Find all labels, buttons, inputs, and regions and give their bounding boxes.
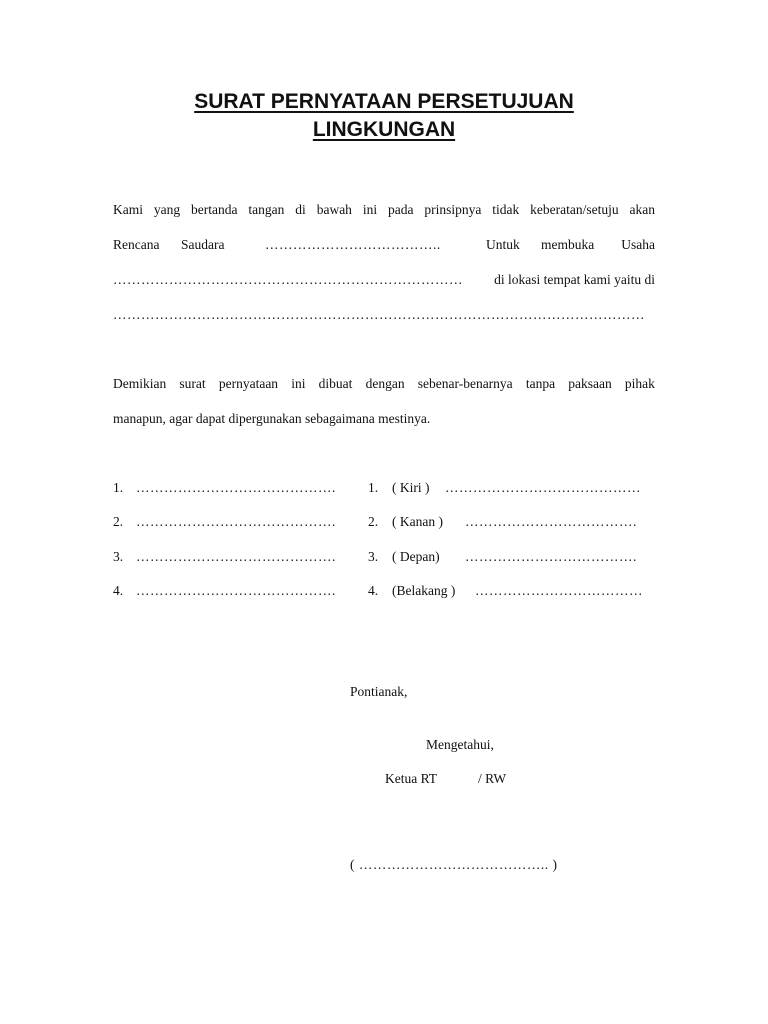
paragraph1-line1 <box>113 201 655 219</box>
signer-number: 1. <box>368 480 379 495</box>
word: tanpa <box>525 376 556 391</box>
fill-in-location-dots: …………………………………………………………………………………………………… <box>113 307 645 322</box>
right-signer-3 <box>368 548 637 566</box>
rw-label: / RW <box>478 771 507 786</box>
word: di <box>295 202 306 217</box>
signer-number: 2. <box>368 514 379 529</box>
title-line-1: SURAT PERNYATAAN PERSETUJUAN <box>194 90 574 113</box>
signer-dots: ………………………………. <box>465 514 637 529</box>
word-rencana: Rencana <box>113 237 160 252</box>
word: Demikian <box>113 376 167 391</box>
word: bertanda <box>191 202 238 217</box>
word: keberatan/setuju <box>530 202 619 217</box>
signature-line: ( ………………………………….. ) <box>350 857 558 872</box>
paragraph1-line4 <box>113 306 655 324</box>
right-signer-4 <box>368 582 643 600</box>
word: bawah <box>316 202 352 217</box>
word-membuka: membuka <box>541 237 595 252</box>
signer-dots: ……………………………………. <box>136 480 336 495</box>
signer-dots: ……………………………………. <box>136 549 336 564</box>
signer-number: 1. <box>113 480 124 495</box>
word: Kami <box>113 202 143 217</box>
place-label: Pontianak, <box>350 684 408 699</box>
signer-number: 2. <box>113 514 124 529</box>
word-untuk: Untuk <box>486 237 520 252</box>
left-signer-3 <box>113 548 336 566</box>
paragraph2-closing-text: manapun, agar dapat dipergunakan sebagaimana mestinya. <box>113 411 431 426</box>
ketua-rt-label: Ketua RT <box>385 771 438 786</box>
signer-number: 4. <box>368 583 379 598</box>
word: tangan <box>248 202 285 217</box>
word: dibuat <box>318 376 353 391</box>
signer-position: (Belakang ) <box>392 583 456 598</box>
signer-position: ( Depan) <box>392 549 440 564</box>
title-line-2: LINGKUNGAN <box>312 118 456 141</box>
word: akan <box>629 202 655 217</box>
word-saudara: Saudara <box>181 237 225 252</box>
word: pernyataan <box>218 376 279 391</box>
signer-number: 4. <box>113 583 124 598</box>
word: surat <box>179 376 206 391</box>
left-signer-2 <box>113 513 336 531</box>
word: tidak <box>492 202 520 217</box>
word: sebenar-benarnya <box>417 376 513 391</box>
location-text: di lokasi tempat kami yaitu di <box>494 272 655 287</box>
signer-number: 3. <box>368 549 379 564</box>
signer-position: ( Kanan ) <box>392 514 443 529</box>
word: prinsipnya <box>424 202 482 217</box>
word: dengan <box>365 376 405 391</box>
signer-dots: ……………………………… <box>475 583 643 598</box>
signer-dots: ……………………………………. <box>136 583 336 598</box>
document-title <box>0 88 768 144</box>
mengetahui-label: Mengetahui, <box>426 737 494 752</box>
left-signer-4 <box>113 582 336 600</box>
signer-position: ( Kiri ) <box>392 480 430 495</box>
fill-in-name-dots: ……………………………….. <box>265 237 441 252</box>
right-signer-1 <box>368 479 641 497</box>
word-usaha: Usaha <box>621 237 655 252</box>
right-signer-2 <box>368 513 637 531</box>
word: pihak <box>624 376 655 391</box>
fill-in-business-dots: ………………………………………………………………… <box>113 272 463 287</box>
paragraph2-line1 <box>113 375 655 393</box>
signer-dots: …………………………………… <box>445 480 641 495</box>
signer-number: 3. <box>113 549 124 564</box>
word: pada <box>387 202 414 217</box>
signer-dots: ………………………………. <box>465 549 637 564</box>
word: ini <box>291 376 306 391</box>
word: yang <box>153 202 181 217</box>
signer-dots: ……………………………………. <box>136 514 336 529</box>
paragraph2-line2 <box>113 410 655 428</box>
left-signer-1 <box>113 479 336 497</box>
word: paksaan <box>568 376 612 391</box>
word: ini <box>362 202 378 217</box>
